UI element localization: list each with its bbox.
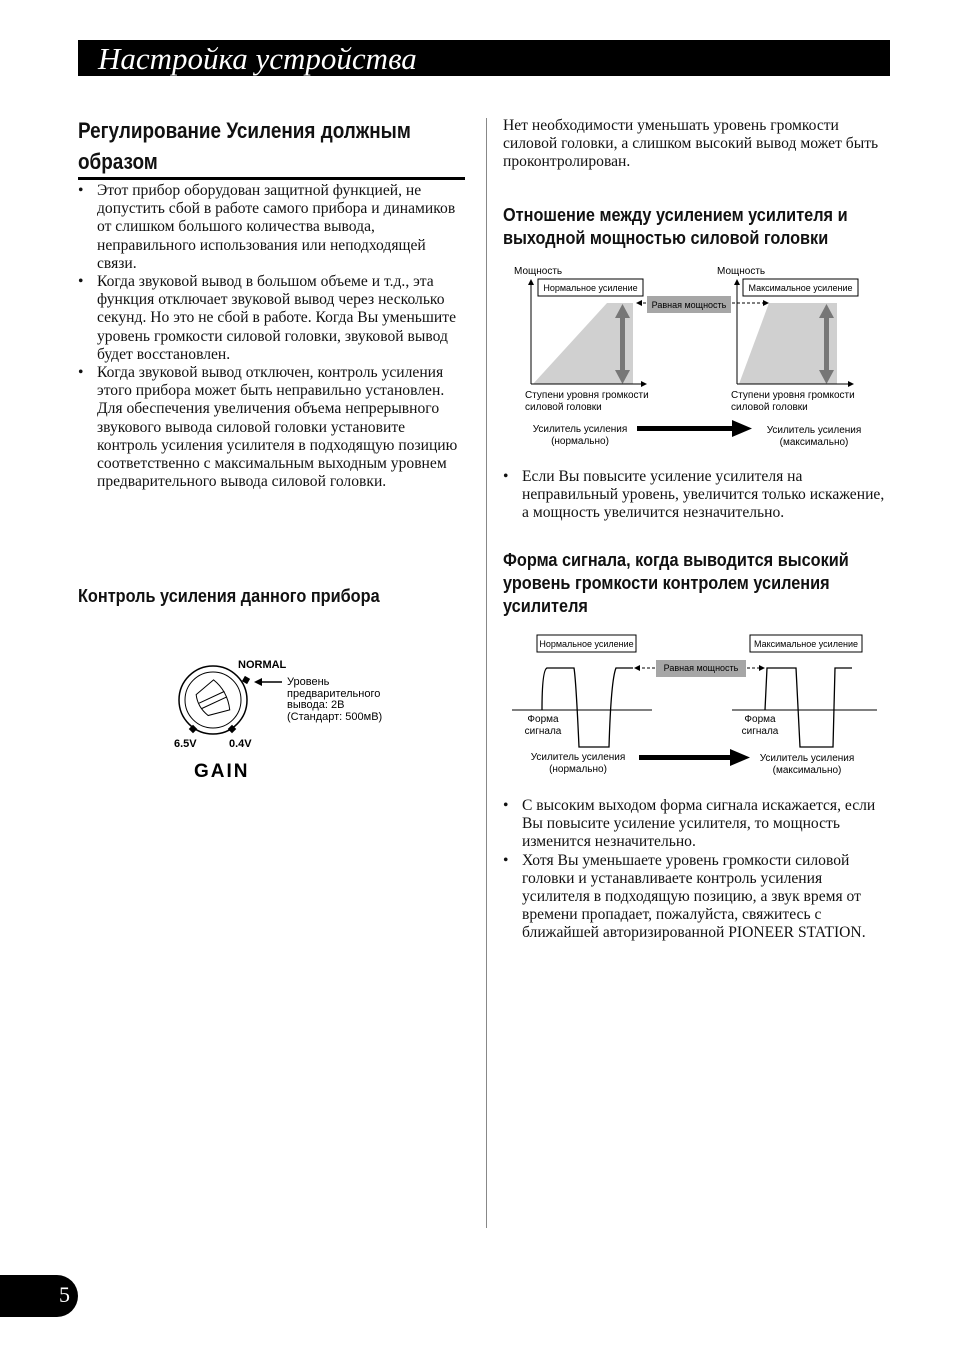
- equal-power-label: Равная мощность: [651, 300, 727, 310]
- heading-gain-vs-power: Отношение между усилением усилителя и выходной мощностью силовой головки: [503, 204, 848, 248]
- amp-max-label: Усилитель усиления: [759, 753, 855, 764]
- page-number: 5: [59, 1282, 70, 1307]
- gain-knob-diagram: [170, 650, 410, 785]
- heading-waveform: Форма сигнала, когда выводится высокий уровень громкости контролем усиления усилителя: [503, 549, 849, 616]
- knob-normal-label: NORMAL: [238, 659, 287, 671]
- amp-arrow-head: [732, 420, 752, 437]
- normal-gain-label: Нормальное усиление: [539, 639, 634, 649]
- list-item: • Этот прибор оборудован защитной функцией, не допустить сбой в работе самого прибора и динамиков от слишком большого количества вывода, неправильного использования или неподходящей связи.: [78, 182, 466, 273]
- gain-power-diagram: [500, 260, 890, 450]
- left-bullet-list: [78, 182, 466, 491]
- waveform-label: Форма: [527, 714, 559, 725]
- list-item: • Когда звуковой вывод отключен, контроль усиления этого прибора может быть неправильно установлен. Для обеспечения увеличения объема непрерывного звукового вывода силовой головки установите контроль усиления усилителя в подходящую позицию соответственно с максимальным выходным уровнем предварительного вывода силовой головки.: [78, 364, 466, 491]
- amp-max-label: Усилитель усиления: [766, 425, 862, 436]
- right-bullet-list-2: [503, 797, 891, 943]
- x-axis-label: силовой головки: [731, 402, 808, 413]
- y-axis-label: Мощность: [717, 266, 766, 277]
- amp-max-label: (максимально): [779, 437, 849, 448]
- waveform-label: Форма: [744, 714, 776, 725]
- callout-line: (Стандарт: 500мВ): [287, 711, 383, 723]
- page-number-tab: [0, 1275, 78, 1317]
- intro-text: Нет необходимости уменьшать уровень громкости силовой головки, а слишком высокий вывод может быть проконтролирован.: [503, 117, 879, 171]
- list-item: • С высоким выходом форма сигнала искажается, если Вы повысите усиление усилителя, то мощность изменится незначительно.: [503, 797, 891, 852]
- y-axis-label: Мощность: [514, 266, 563, 277]
- callout-line: Уровень: [287, 676, 330, 688]
- section-title-bar: [78, 40, 890, 76]
- knob-right-value: 0.4V: [229, 738, 252, 750]
- amp-normal-label: Усилитель усиления: [530, 752, 626, 763]
- amp-arrow-shaft: [637, 426, 734, 431]
- amp-arrow-head: [730, 749, 750, 766]
- waveform-diagram: [500, 630, 890, 780]
- x-axis-label: Ступени уровня громкости: [525, 390, 649, 401]
- waveform-label: сигнала: [524, 726, 562, 737]
- waveform-label: сигнала: [741, 726, 779, 737]
- knob-outer: [179, 666, 247, 734]
- callout-arrowhead: [254, 678, 262, 686]
- x-axis-label: Ступени уровня громкости: [731, 390, 855, 401]
- knob-gain-label: GAIN: [194, 761, 250, 782]
- list-item: • Если Вы повысите усиление усилителя на неправильный уровень, увеличится только искажение, а мощность увеличится незначительно.: [503, 468, 891, 523]
- knob-left-value: 6.5V: [174, 738, 197, 750]
- callout-line: вывода: 2В: [287, 699, 345, 711]
- right-bullet-list-1: [503, 468, 891, 523]
- amp-max-label: (максимально): [772, 765, 842, 776]
- heading-gain-adjust: Регулирование Усиления должным образом: [78, 118, 411, 174]
- max-gain-label: Максимальное усиление: [754, 639, 858, 649]
- max-gain-label: Максимальное усиление: [748, 283, 853, 293]
- equal-power-label: Равная мощность: [663, 663, 739, 673]
- amp-normal-label: (нормально): [551, 436, 609, 447]
- x-axis-label: силовой головки: [525, 402, 602, 413]
- heading-rule: [78, 177, 465, 180]
- list-item: • Хотя Вы уменьшаете уровень громкости силовой головки и устанавливаете контроль усиления усилителя в подходящую позицию, а звук время от времени пропадает, пожалуйста, свяжитесь с ближайшей авторизированной PIONEER STATION.: [503, 852, 891, 943]
- column-divider: [486, 118, 487, 1228]
- section-title: Настройка устройства: [98, 41, 417, 76]
- heading-gain-control: Контроль усиления данного прибора: [78, 585, 380, 606]
- amp-normal-label: (нормально): [549, 764, 607, 775]
- list-item: • Когда звуковой вывод в большом объеме и т.д., эта функция отключает звуковой вывод через несколько секунд. Но это не сбой в работе. Когда Вы уменьшите уровень громкости силовой головки, звуковой вывод будет восстановлен.: [78, 273, 466, 364]
- amp-arrow-shaft: [639, 755, 732, 760]
- normal-gain-label: Нормальное усиление: [543, 283, 638, 293]
- callout-line: предварительного: [287, 688, 381, 700]
- amp-normal-label: Усилитель усиления: [532, 424, 628, 435]
